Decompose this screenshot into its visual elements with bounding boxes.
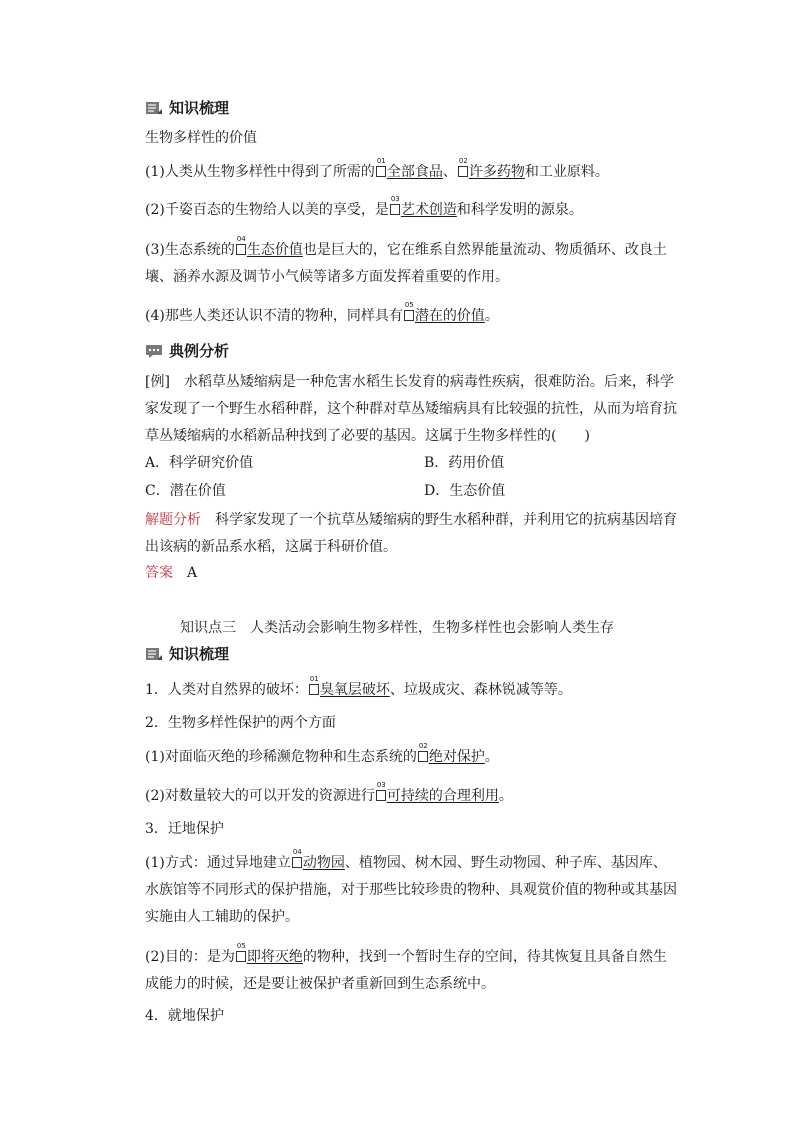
answer-text: 可持续的合理利用 (386, 788, 499, 804)
example-heading (145, 340, 229, 361)
answer-text: 即将灭绝 (246, 949, 303, 965)
option-c: C．潜在价值 (145, 483, 226, 499)
point-1: 1．人类对自然界的破坏： 01 臭氧层破坏、垃圾成灾、森林锐减等等。 (145, 675, 572, 698)
point-4: 4．就地保护 (145, 1008, 224, 1024)
answer-value: A (187, 565, 198, 581)
point-3: 3．迁地保护 (145, 821, 224, 837)
point-2b: (2)对数量较大的可以开发的资源进行 03 可持续的合理利用。 (145, 781, 513, 804)
answer-box: 01 (376, 166, 386, 177)
option-d: D．生态价值 (424, 483, 506, 499)
answer-text: 动物园 (302, 855, 345, 871)
item-4: (4)那些人类还认识不清的物种，同样具有 05 潜在的价值。 (145, 301, 499, 324)
knowledge-heading-2 (145, 643, 229, 664)
answer-text: 全部食品 (386, 164, 443, 180)
answer-box: 02 (458, 166, 468, 177)
notes-icon (145, 100, 163, 116)
point-3b: (2)目的：是为 05 即将灭绝的物种，找到一个暂时生存的空间，待其恢复且具备自然生成能力的时候，还是要让被保护者重新回到生态系统中。 (145, 942, 667, 992)
answer-box: 05 (236, 951, 246, 962)
answer-text: 生态价值 (246, 242, 303, 258)
answer-box: 03 (376, 790, 386, 801)
answer-text: 艺术创造 (400, 202, 457, 218)
answer-box: 05 (404, 310, 414, 321)
item-3: (3)生态系统的 04 生态价值也是巨大的，它在维系自然界能量流动、物质循环、改良土壤、涵养水源及调节小气候等诸多方面发挥着重要的作用。 (145, 235, 667, 285)
point-2: 2．生物多样性保护的两个方面 (145, 715, 336, 731)
answer-box: 03 (390, 204, 400, 215)
item-2: (2)千姿百态的生物给人以美的享受，是 03 艺术创造和科学发明的源泉。 (145, 195, 583, 218)
heading-text: 典例分析 (169, 342, 230, 360)
option-b: B．药用价值 (424, 455, 505, 471)
analysis: 解题分析 科学家发现了一个抗草丛矮缩病的野生水稻种群，并利用它的抗病基因培育出该病的新品系水稻，这属于科研价值。 (145, 512, 677, 555)
item-1: (1)人类从生物多样性中得到了所需的 01 全部食品、 02 许多药物和工业原料。 (145, 157, 609, 180)
point-2a: (1)对面临灭绝的珍稀濒危物种和生态系统的 02 绝对保护。 (145, 742, 499, 765)
analysis-label: 解题分析 (145, 512, 201, 528)
example-question: [例] 水稻草丛矮缩病是一种危害水稻生长发育的病毒性疾病，很难防治。后来，科学家发现了一个野生水稻种群，这个种群对草丛矮缩病具有比较强的抗性，从而为培育抗草丛矮缩病的水稻新品种找到了必要的基因。这属于生物多样性的( ) (145, 374, 677, 444)
knowledge-heading-1 (145, 97, 229, 118)
answer (145, 563, 197, 583)
speech-bubble-icon (145, 343, 163, 359)
answer-text: 绝对保护 (428, 749, 485, 765)
answer-label: 答案 (145, 565, 173, 581)
heading-text: 知识梳理 (169, 645, 230, 663)
point-3a: (1)方式：通过异地建立 04 动物园、植物园、树木园、野生动物园、种子库、基因库、水族馆等不同形式的保护措施，对于那些比较珍贵的物种、具观赏价值的物种或其基因实施由人工辅助的保护。 (145, 848, 677, 925)
answer-box: 02 (418, 751, 428, 762)
heading-text: 知识梳理 (169, 99, 230, 117)
answer-text: 许多药物 (468, 164, 525, 180)
answer-box: 01 (309, 684, 319, 695)
knowledge-point-title: 知识点三 人类活动会影响生物多样性，生物多样性也会影响人类生存 (180, 620, 614, 636)
option-a: A．科学研究价值 (145, 455, 254, 471)
notes-icon (145, 646, 163, 662)
answer-box: 04 (292, 857, 302, 868)
answer-text: 臭氧层破坏 (319, 682, 390, 698)
answer-box: 04 (236, 244, 246, 255)
section1-title: 生物多样性的价值 (145, 130, 257, 146)
answer-text: 潜在的价值 (414, 308, 485, 324)
